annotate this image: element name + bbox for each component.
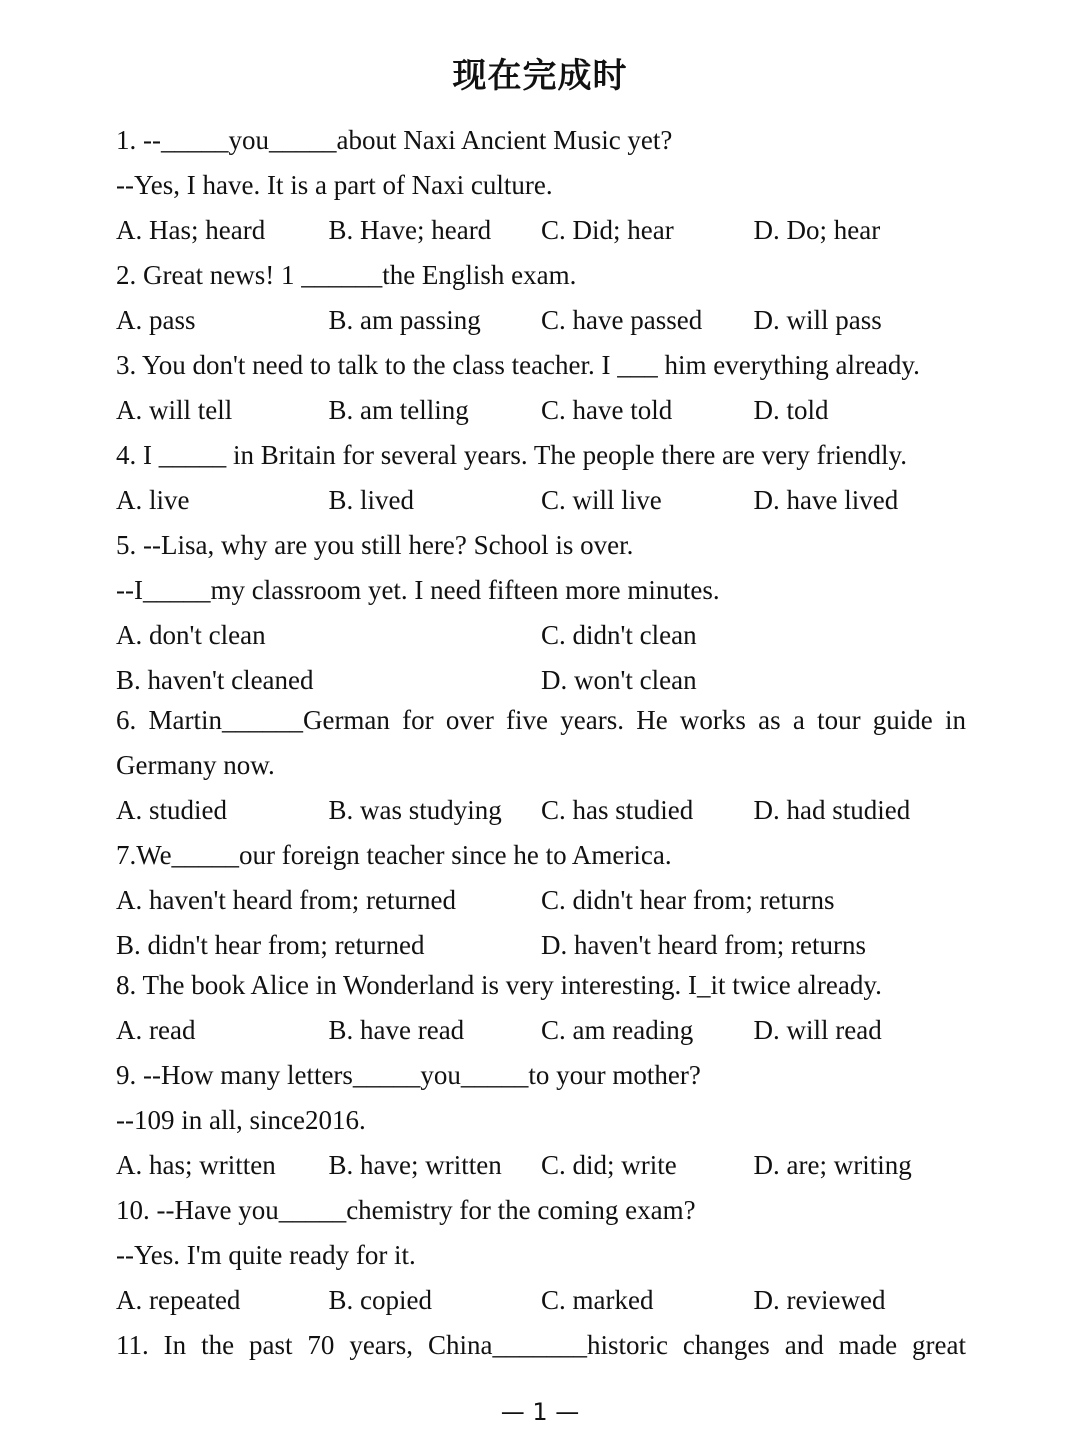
- option-d: D. won't clean: [541, 665, 697, 695]
- option-a: A. don't clean: [116, 620, 266, 650]
- option-a: A. haven't heard from; returned: [116, 885, 456, 915]
- option-b: B. haven't cleaned: [116, 665, 314, 695]
- question-8-options: [116, 1008, 966, 1053]
- option-c: C. has studied: [541, 795, 694, 825]
- option-a: A. read: [116, 1015, 196, 1045]
- question-1-options: [116, 208, 966, 253]
- question-1-stem: 1. --_____you_____about Naxi Ancient Music yet?: [116, 125, 673, 155]
- page-title: 现在完成时: [452, 56, 628, 96]
- question-6-options: [116, 788, 966, 833]
- option-a: A. studied: [116, 795, 227, 825]
- option-c: C. have told: [541, 395, 673, 425]
- option-c: C. have passed: [541, 305, 703, 335]
- question-4-stem: 4. I _____ in Britain for several years. The people there are very friendly.: [116, 440, 907, 470]
- question-9-stem: 9. --How many letters_____you_____to your mother?: [116, 1060, 701, 1090]
- option-d: D. will pass: [753, 305, 882, 335]
- question-2-stem: 2. Great news! 1 ______the English exam.: [116, 260, 577, 290]
- option-d: D. will read: [753, 1015, 882, 1045]
- option-a: A. pass: [116, 305, 196, 335]
- option-b: B. am passing: [328, 305, 481, 335]
- question-5-stem: 5. --Lisa, why are you still here? School is over.: [116, 530, 634, 560]
- option-a: A. Has; heard: [116, 215, 266, 245]
- option-b: B. Have; heard: [328, 215, 492, 245]
- question-2-options: [116, 298, 966, 343]
- option-c: C. am reading: [541, 1015, 694, 1045]
- option-d: D. told: [753, 395, 829, 425]
- option-b: B. have read: [328, 1015, 465, 1045]
- question-6-stem-line-2: Germany now.: [116, 750, 275, 780]
- option-d: D. had studied: [753, 795, 911, 825]
- question-4-options: [116, 478, 966, 523]
- option-b: B. didn't hear from; returned: [116, 930, 425, 960]
- question-6-stem: 6. Martin______German for over five years. He works as a tour guide in: [116, 705, 966, 735]
- question-10-stem-line-2: --Yes. I'm quite ready for it.: [116, 1240, 416, 1270]
- question-9-stem-line-2: --109 in all, since2016.: [116, 1105, 366, 1135]
- option-d: D. haven't heard from; returns: [541, 930, 867, 960]
- question-3-options: [116, 388, 966, 433]
- option-a: A. live: [116, 485, 190, 515]
- question-10-stem: 10. --Have you_____chemistry for the coming exam?: [116, 1195, 696, 1225]
- question-7-stem: 7.We_____our foreign teacher since he to America.: [116, 840, 672, 870]
- option-a: A. repeated: [116, 1285, 241, 1315]
- option-b: B. copied: [328, 1285, 432, 1315]
- option-b: B. lived: [328, 485, 414, 515]
- question-10-options: [116, 1278, 966, 1323]
- question-1-stem-line-2: --Yes, I have. It is a part of Naxi culture.: [116, 170, 553, 200]
- question-8-stem: 8. The book Alice in Wonderland is very interesting. I_it twice already.: [116, 970, 882, 1000]
- option-c: C. will live: [541, 485, 662, 515]
- option-d: D. are; writing: [753, 1150, 912, 1180]
- option-c: C. did; write: [541, 1150, 677, 1180]
- question-5-options-row-2: [116, 658, 966, 698]
- question-7-options-row-2: [116, 923, 966, 963]
- question-5-options-row-1: [116, 613, 966, 658]
- option-c: C. marked: [541, 1285, 654, 1315]
- option-d: D. Do; hear: [753, 215, 881, 245]
- option-b: B. am telling: [328, 395, 469, 425]
- option-a: A. will tell: [116, 395, 233, 425]
- option-d: D. have lived: [753, 485, 899, 515]
- option-c: C. didn't hear from; returns: [541, 885, 835, 915]
- option-b: B. was studying: [328, 795, 502, 825]
- option-b: B. have; written: [328, 1150, 502, 1180]
- option-d: D. reviewed: [753, 1285, 886, 1315]
- question-3-stem: 3. You don't need to talk to the class teacher. I ___ him everything already.: [116, 350, 920, 380]
- page-number: — 1 —: [500, 1398, 580, 1426]
- option-c: C. Did; hear: [541, 215, 674, 245]
- question-9-options: [116, 1143, 966, 1188]
- option-a: A. has; written: [116, 1150, 276, 1180]
- question-5-stem-line-2: --I_____my classroom yet. I need fifteen more minutes.: [116, 575, 720, 605]
- question-7-options-row-1: [116, 878, 966, 923]
- question-11-stem: 11. In the past 70 years, China_______historic changes and made great: [116, 1330, 966, 1360]
- option-c: C. didn't clean: [541, 620, 697, 650]
- question-list: [116, 118, 966, 1368]
